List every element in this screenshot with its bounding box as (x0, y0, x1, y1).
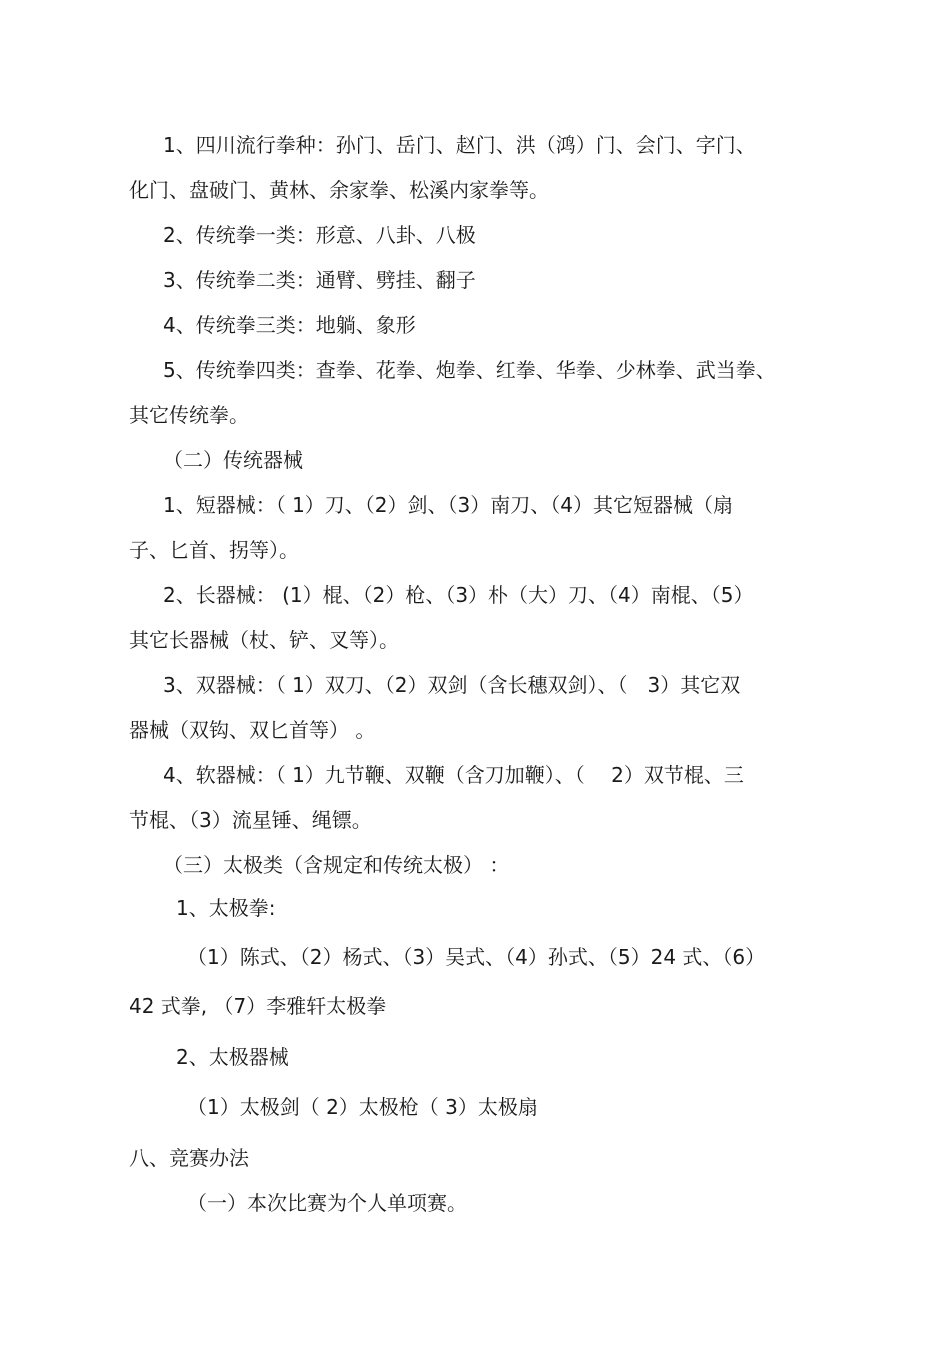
text-line: （1）陈式、（2）杨式、（3）吴式、（4）孙式、（5）24 式、（6） (187, 945, 766, 969)
text-line: 化门、盘破门、黄林、余家拳、松溪内家拳等。 (129, 178, 549, 202)
text-line: 42 式拳, （7）李雅轩太极拳 (129, 994, 387, 1018)
text-line: 5、传统拳四类：查拳、花拳、炮拳、红拳、华拳、少林拳、武当拳、 (163, 358, 776, 382)
text-line: 其它长器械（杖、铲、叉等）。 (129, 628, 399, 652)
text-line: 其它传统拳。 (129, 403, 249, 427)
text-line: 4、软器械：（ 1）九节鞭、双鞭（含刀加鞭）、（ 2）双节棍、三 (163, 763, 744, 787)
text-line: 子、匕首、拐等）。 (129, 538, 299, 562)
text-line: 2、传统拳一类：形意、八卦、八极 (163, 223, 476, 247)
text-line: 2、长器械： (1）棍、（2）枪、（3）朴（大）刀、（4）南棍、（5） (163, 583, 754, 607)
text-line: 1、四川流行拳种：孙门、岳门、赵门、洪（鸿）门、会门、字门、 (163, 133, 756, 157)
section-heading: （二）传统器械 (163, 448, 303, 472)
text-line: 4、传统拳三类：地躺、象形 (163, 313, 416, 337)
text-line: （1）太极剑（ 2）太极枪（ 3）太极扇 (187, 1095, 538, 1119)
section-heading: 八、竞赛办法 (129, 1146, 249, 1170)
section-heading: （三）太极类（含规定和传统太极） ： (163, 853, 510, 877)
text-line: 1、太极拳: (176, 896, 276, 920)
text-line: 1、短器械：（ 1）刀、（2）剑、（3）南刀、（4）其它短器械（扇 (163, 493, 733, 517)
text-line: 3、双器械：（ 1）双刀、（2）双剑（含长穗双剑）、（ 3）其它双 (163, 673, 741, 697)
text-line: 2、太极器械 (176, 1045, 289, 1069)
text-line: （一）本次比赛为个人单项赛。 (187, 1191, 467, 1215)
text-line: 器械（双钩、双匕首等） 。 (129, 718, 376, 742)
text-line: 3、传统拳二类：通臂、劈挂、翻子 (163, 268, 476, 292)
text-line: 节棍、（3）流星锤、绳镖。 (129, 808, 372, 832)
